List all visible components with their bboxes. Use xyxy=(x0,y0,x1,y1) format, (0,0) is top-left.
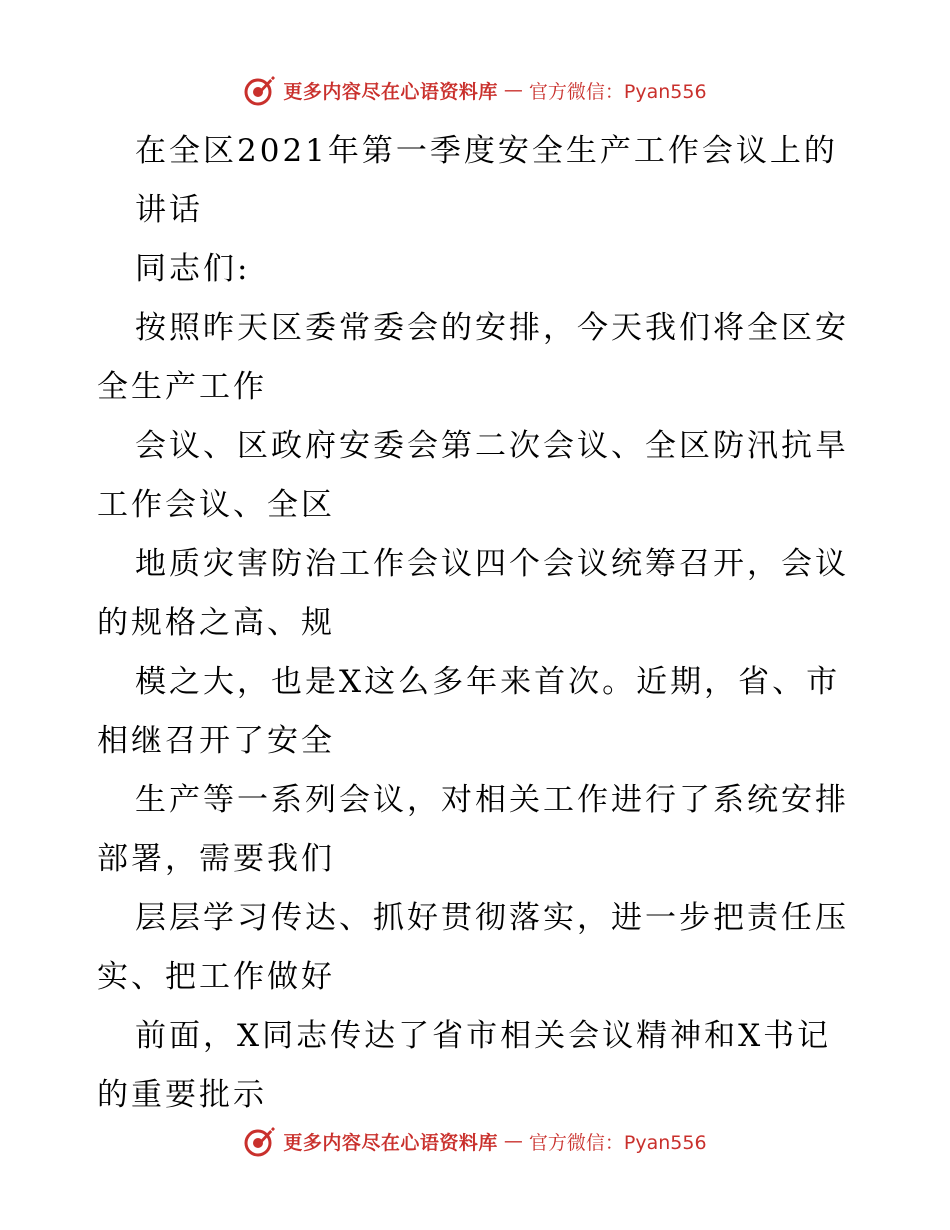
doc-title-line-2: 讲话 xyxy=(135,192,203,228)
paragraph-line: 的规格之高、规 xyxy=(97,605,335,641)
watermark-separator: — xyxy=(503,79,523,101)
paragraph-line: 相继召开了安全 xyxy=(97,723,335,759)
paragraph-line: 地质灾害防治工作会议四个会议统筹召开，会议 xyxy=(135,546,849,582)
doc-title-line-1: 在全区2021年第一季度安全生产工作会议上的 xyxy=(135,133,838,169)
watermark-text: 更多内容尽在心语资料库 xyxy=(283,1131,498,1154)
paragraph-line: 工作会议、全区 xyxy=(97,487,335,523)
document-body xyxy=(97,122,867,1125)
paragraph-line: 会议、区政府安委会第二次会议、全区防汛抗旱 xyxy=(135,428,849,464)
paragraph-line: 模之大，也是X这么多年来首次。近期，省、市 xyxy=(135,664,841,700)
paragraph-line: 全生产工作 xyxy=(97,369,267,405)
paragraph-line: 按照昨天区委常委会的安排，今天我们将全区安 xyxy=(135,310,849,346)
paragraph-line: 生产等一系列会议，对相关工作进行了系统安排 xyxy=(135,782,849,818)
watermark-separator: — xyxy=(503,1130,523,1152)
paragraph-line: 前面，X同志传达了省市相关会议精神和X书记 xyxy=(135,1018,832,1054)
watermark-text: 更多内容尽在心语资料库 xyxy=(283,80,498,103)
paragraph-line: 部署，需要我们 xyxy=(97,841,335,877)
quill-logo-icon xyxy=(243,73,277,107)
quill-logo-icon xyxy=(243,1124,277,1158)
paragraph-line: 的重要批示 xyxy=(97,1077,267,1113)
footer-watermark xyxy=(0,1121,950,1161)
watermark-account: 官方微信：Pyan556 xyxy=(528,80,707,103)
salutation: 同志们: xyxy=(135,251,251,287)
paragraph-line: 层层学习传达、抓好贯彻落实，进一步把责任压 xyxy=(135,900,849,936)
header-watermark xyxy=(0,70,950,110)
paragraph-line: 实、把工作做好 xyxy=(97,959,335,995)
watermark-account: 官方微信：Pyan556 xyxy=(528,1131,707,1154)
